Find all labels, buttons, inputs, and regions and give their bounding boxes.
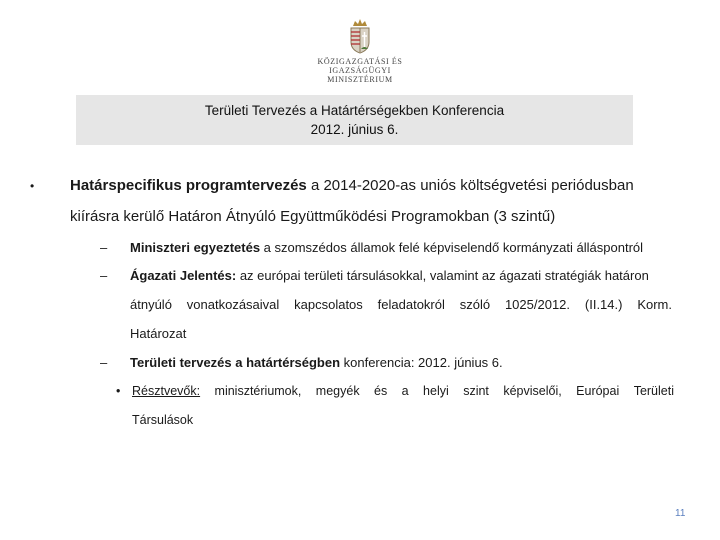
- word: a: [401, 384, 409, 398]
- banner-date: 2012. június 6.: [310, 122, 399, 137]
- word: Európai: [576, 384, 620, 398]
- word: vonatkozásaival: [186, 297, 280, 312]
- word: képviselői,: [503, 384, 562, 398]
- ministry-logo: [290, 18, 430, 84]
- item1-bold: Határspecifikus programtervezés: [70, 177, 307, 194]
- sub3-line: [130, 355, 503, 370]
- sub1-line: [130, 240, 643, 255]
- banner-title: Területi Tervezés a Határtérségekben Konferencia: [204, 103, 505, 118]
- sub3-text: konferencia: 2012. június 6.: [340, 355, 503, 370]
- word: és: [374, 384, 388, 398]
- item1-line1: [70, 177, 634, 194]
- dash-icon: –: [100, 268, 108, 283]
- word: Területi: [633, 384, 674, 398]
- word: megyék: [315, 384, 360, 398]
- item1-line2: kiírásra kerülő Határon Átnyúló Együttműködési Programokban (3 szintű): [70, 208, 556, 225]
- word: szint: [463, 384, 489, 398]
- participants-label: Résztvevők:: [132, 384, 201, 398]
- sub3-bold: Területi tervezés a határtérségben: [130, 355, 341, 370]
- item1-text: a 2014-2020-as uniós költségvetési periódusban: [306, 177, 634, 194]
- word: 1025/2012.: [504, 297, 571, 312]
- subsub-line1: [132, 384, 674, 398]
- word: kapcsolatos: [294, 297, 363, 312]
- sub2-text: az európai területi társulásokkal, valamint az ágazati stratégiák határon: [236, 268, 649, 283]
- conference-banner: [76, 95, 633, 145]
- bullet-icon: •: [116, 384, 121, 398]
- sub2-bold: Ágazati Jelentés:: [130, 268, 237, 283]
- word: szóló: [459, 297, 491, 312]
- word: Korm.: [637, 297, 672, 312]
- sub1-text: a szomszédos államok felé képviselendő kormányzati álláspontról: [260, 240, 644, 255]
- word: átnyúló: [130, 297, 172, 312]
- sub1-bold: Miniszteri egyeztetés: [130, 240, 261, 255]
- subsub-line2: Társulások: [132, 413, 194, 427]
- sub2-line2: [130, 297, 672, 312]
- page-number: 11: [675, 508, 686, 519]
- word: helyi: [423, 384, 449, 398]
- dash-icon: –: [100, 355, 108, 370]
- word: feladatokról: [377, 297, 445, 312]
- word: (II.14.): [584, 297, 623, 312]
- sub2-line3: Határozat: [130, 326, 187, 341]
- ministry-name-line2: MINISZTÉRIUM: [327, 75, 393, 84]
- coat-of-arms-icon: [347, 18, 373, 54]
- word: minisztériumok,: [214, 384, 302, 398]
- bullet-icon: •: [30, 179, 35, 193]
- dash-icon: –: [100, 240, 108, 255]
- sub2-line1: [130, 268, 649, 283]
- ministry-name-line1: KÖZIGAZGATÁSI ÉS IGAZSÁGÜGYI: [317, 57, 403, 75]
